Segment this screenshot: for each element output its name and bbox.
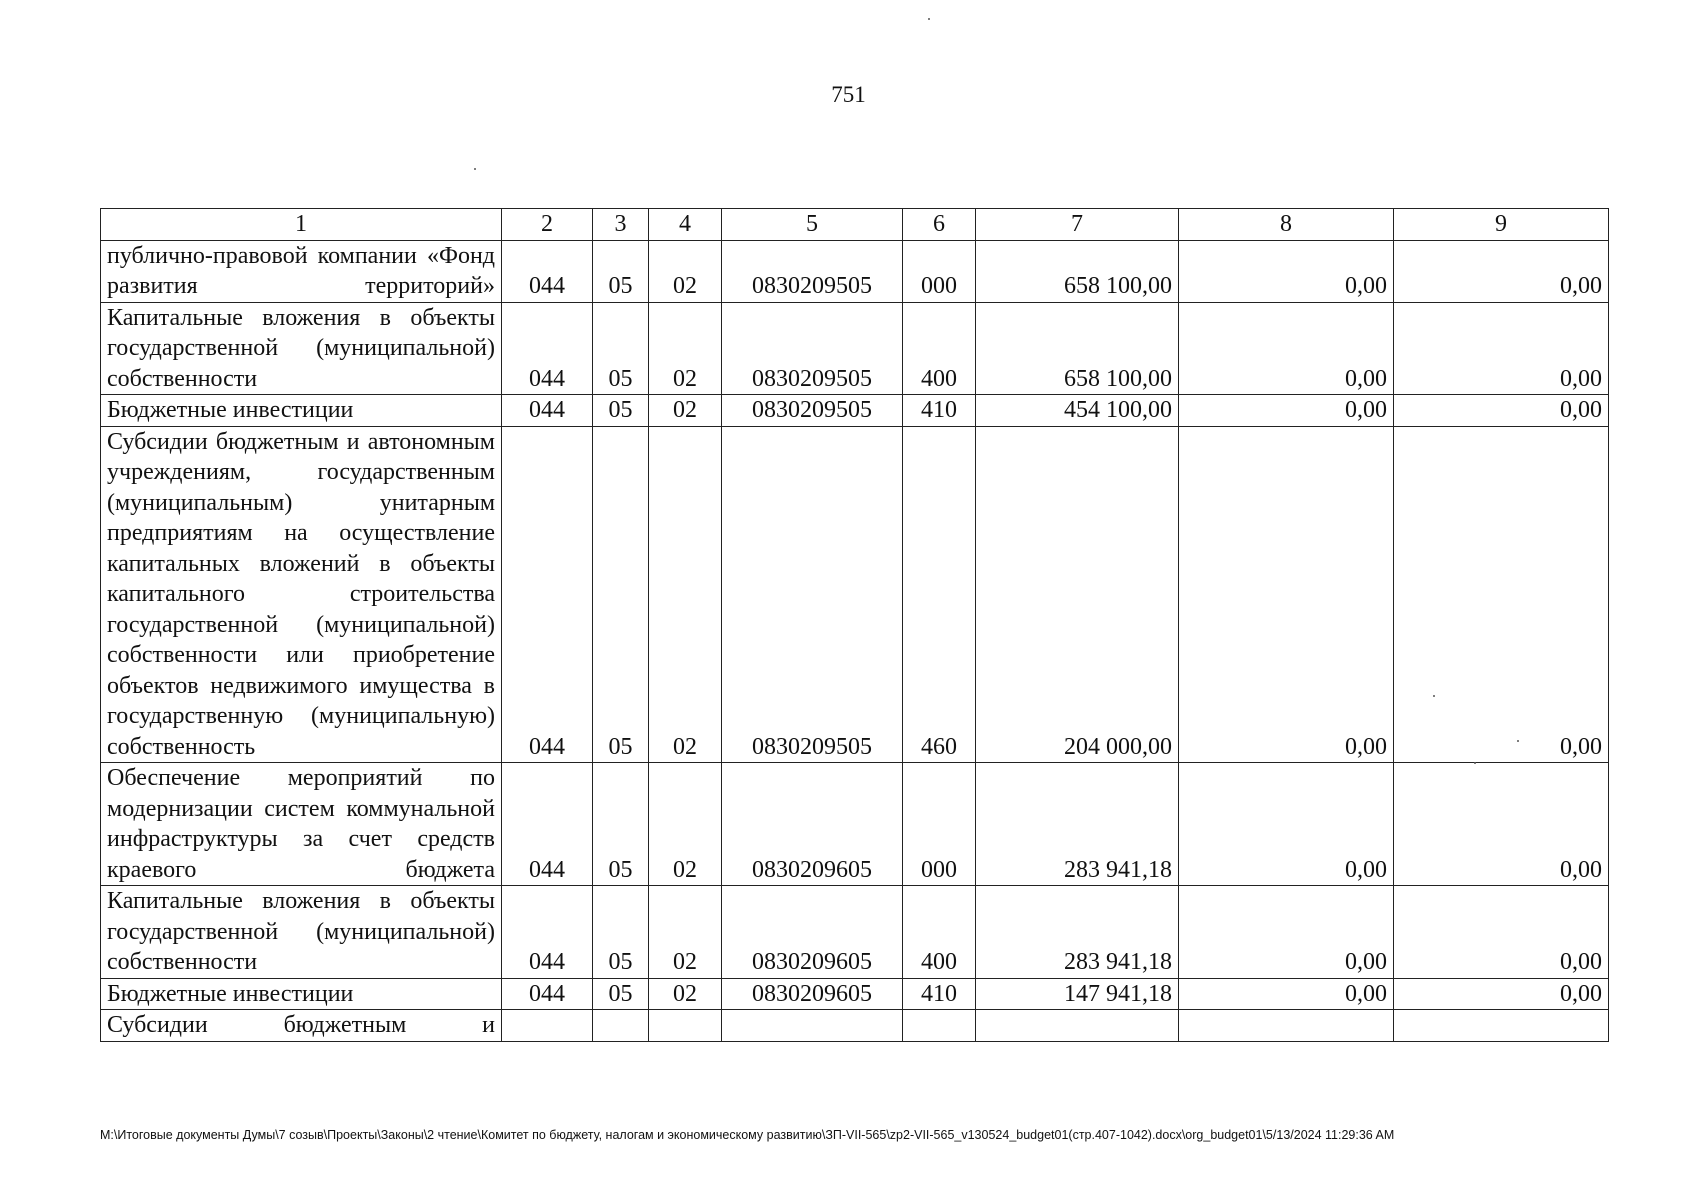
budget-table <box>100 208 1609 1042</box>
row-amount-col-8 <box>1179 1010 1394 1042</box>
row-description: Обеспечение мероприятий по модернизации систем коммунальной инфраструктуры за счет средств краевого бюджета <box>101 763 502 886</box>
table-row <box>101 886 1609 979</box>
row-subsection-code: 02 <box>649 426 722 763</box>
row-amount-col-8: 0,00 <box>1179 302 1394 395</box>
row-section-code: 05 <box>593 763 649 886</box>
header-cell-col-1: 1 <box>101 209 502 241</box>
row-description: Бюджетные инвестиции <box>101 978 502 1010</box>
document-file-path: M:\Итоговые документы Думы\7 созыв\Проекты\Законы\2 чтение\Комитет по бюджету, налогам и экономическому развитию\ЗП-VII-565\zp2-VII-565_v130524_budget01(стр.407-1042).docx\org_budget01\5/13/2024 11:29:36 AM <box>100 1128 1395 1142</box>
header-cell-col-9: 9 <box>1394 209 1609 241</box>
row-target-article-code: 0830209605 <box>722 978 903 1010</box>
row-expense-type-code: 410 <box>903 395 976 427</box>
row-amount-col-7: 454 100,00 <box>976 395 1179 427</box>
row-amount-col-7 <box>976 1010 1179 1042</box>
row-amount-col-9: 0,00 <box>1394 395 1609 427</box>
row-description: Субсидии бюджетным и автономным учреждениям, государственным (муниципальным) унитарным предприятиям на осуществление капитальных вложений в объекты капитального строительства государственной (муниципальной) собственности или приобретение объектов недвижимого имущества в государственную (муниципальную) собственность <box>101 426 502 763</box>
row-amount-col-8: 0,00 <box>1179 240 1394 302</box>
row-expense-type-code: 410 <box>903 978 976 1010</box>
header-cell-col-8: 8 <box>1179 209 1394 241</box>
row-expense-type-code: 460 <box>903 426 976 763</box>
table-row <box>101 302 1609 395</box>
table-header-row <box>101 209 1609 241</box>
row-amount-col-8: 0,00 <box>1179 763 1394 886</box>
row-ministry-code: 044 <box>502 978 593 1010</box>
row-target-article-code: 0830209605 <box>722 886 903 979</box>
row-subsection-code <box>649 1010 722 1042</box>
row-section-code: 05 <box>593 426 649 763</box>
scan-speck <box>1517 740 1519 742</box>
header-cell-col-5: 5 <box>722 209 903 241</box>
row-section-code: 05 <box>593 240 649 302</box>
row-ministry-code: 044 <box>502 395 593 427</box>
row-description: Бюджетные инвестиции <box>101 395 502 427</box>
row-section-code: 05 <box>593 886 649 979</box>
row-section-code: 05 <box>593 978 649 1010</box>
row-amount-col-8: 0,00 <box>1179 395 1394 427</box>
row-amount-col-9 <box>1394 1010 1609 1042</box>
scan-speck <box>1433 695 1435 697</box>
header-cell-col-3: 3 <box>593 209 649 241</box>
row-amount-col-8: 0,00 <box>1179 426 1394 763</box>
row-subsection-code: 02 <box>649 886 722 979</box>
row-expense-type-code: 400 <box>903 302 976 395</box>
row-description: публично-правовой компании «Фонд развития территорий» <box>101 240 502 302</box>
row-expense-type-code: 000 <box>903 763 976 886</box>
row-subsection-code: 02 <box>649 978 722 1010</box>
row-amount-col-7: 204 000,00 <box>976 426 1179 763</box>
row-ministry-code <box>502 1010 593 1042</box>
row-expense-type-code <box>903 1010 976 1042</box>
scan-speck <box>474 168 476 170</box>
row-amount-col-9: 0,00 <box>1394 240 1609 302</box>
row-ministry-code: 044 <box>502 302 593 395</box>
page-number: 751 <box>831 82 866 107</box>
row-target-article-code <box>722 1010 903 1042</box>
row-amount-col-7: 658 100,00 <box>976 240 1179 302</box>
row-target-article-code: 0830209505 <box>722 240 903 302</box>
header-cell-col-6: 6 <box>903 209 976 241</box>
table-row <box>101 240 1609 302</box>
row-section-code: 05 <box>593 302 649 395</box>
row-description: Субсидии бюджетным и <box>101 1010 502 1042</box>
row-amount-col-7: 283 941,18 <box>976 886 1179 979</box>
row-subsection-code: 02 <box>649 302 722 395</box>
table-row <box>101 395 1609 427</box>
row-description: Капитальные вложения в объекты государственной (муниципальной) собственности <box>101 886 502 979</box>
row-amount-col-8: 0,00 <box>1179 886 1394 979</box>
row-amount-col-7: 283 941,18 <box>976 763 1179 886</box>
row-ministry-code: 044 <box>502 240 593 302</box>
row-subsection-code: 02 <box>649 395 722 427</box>
header-cell-col-2: 2 <box>502 209 593 241</box>
row-expense-type-code: 000 <box>903 240 976 302</box>
row-section-code: 05 <box>593 395 649 427</box>
row-description: Капитальные вложения в объекты государственной (муниципальной) собственности <box>101 302 502 395</box>
row-target-article-code: 0830209605 <box>722 763 903 886</box>
row-target-article-code: 0830209505 <box>722 302 903 395</box>
row-subsection-code: 02 <box>649 763 722 886</box>
table-row <box>101 1010 1609 1042</box>
row-ministry-code: 044 <box>502 886 593 979</box>
row-ministry-code: 044 <box>502 426 593 763</box>
table-row <box>101 978 1609 1010</box>
row-amount-col-8: 0,00 <box>1179 978 1394 1010</box>
header-cell-col-7: 7 <box>976 209 1179 241</box>
row-amount-col-9: 0,00 <box>1394 302 1609 395</box>
header-cell-col-4: 4 <box>649 209 722 241</box>
row-amount-col-9: 0,00 <box>1394 978 1609 1010</box>
row-subsection-code: 02 <box>649 240 722 302</box>
scan-speck <box>928 18 930 20</box>
row-amount-col-7: 658 100,00 <box>976 302 1179 395</box>
scan-speck <box>1474 762 1476 764</box>
row-amount-col-9: 0,00 <box>1394 886 1609 979</box>
table-row <box>101 426 1609 763</box>
row-target-article-code: 0830209505 <box>722 426 903 763</box>
row-target-article-code: 0830209505 <box>722 395 903 427</box>
row-amount-col-9: 0,00 <box>1394 426 1609 763</box>
row-amount-col-7: 147 941,18 <box>976 978 1179 1010</box>
row-section-code <box>593 1010 649 1042</box>
row-expense-type-code: 400 <box>903 886 976 979</box>
table-row <box>101 763 1609 886</box>
row-amount-col-9: 0,00 <box>1394 763 1609 886</box>
row-ministry-code: 044 <box>502 763 593 886</box>
